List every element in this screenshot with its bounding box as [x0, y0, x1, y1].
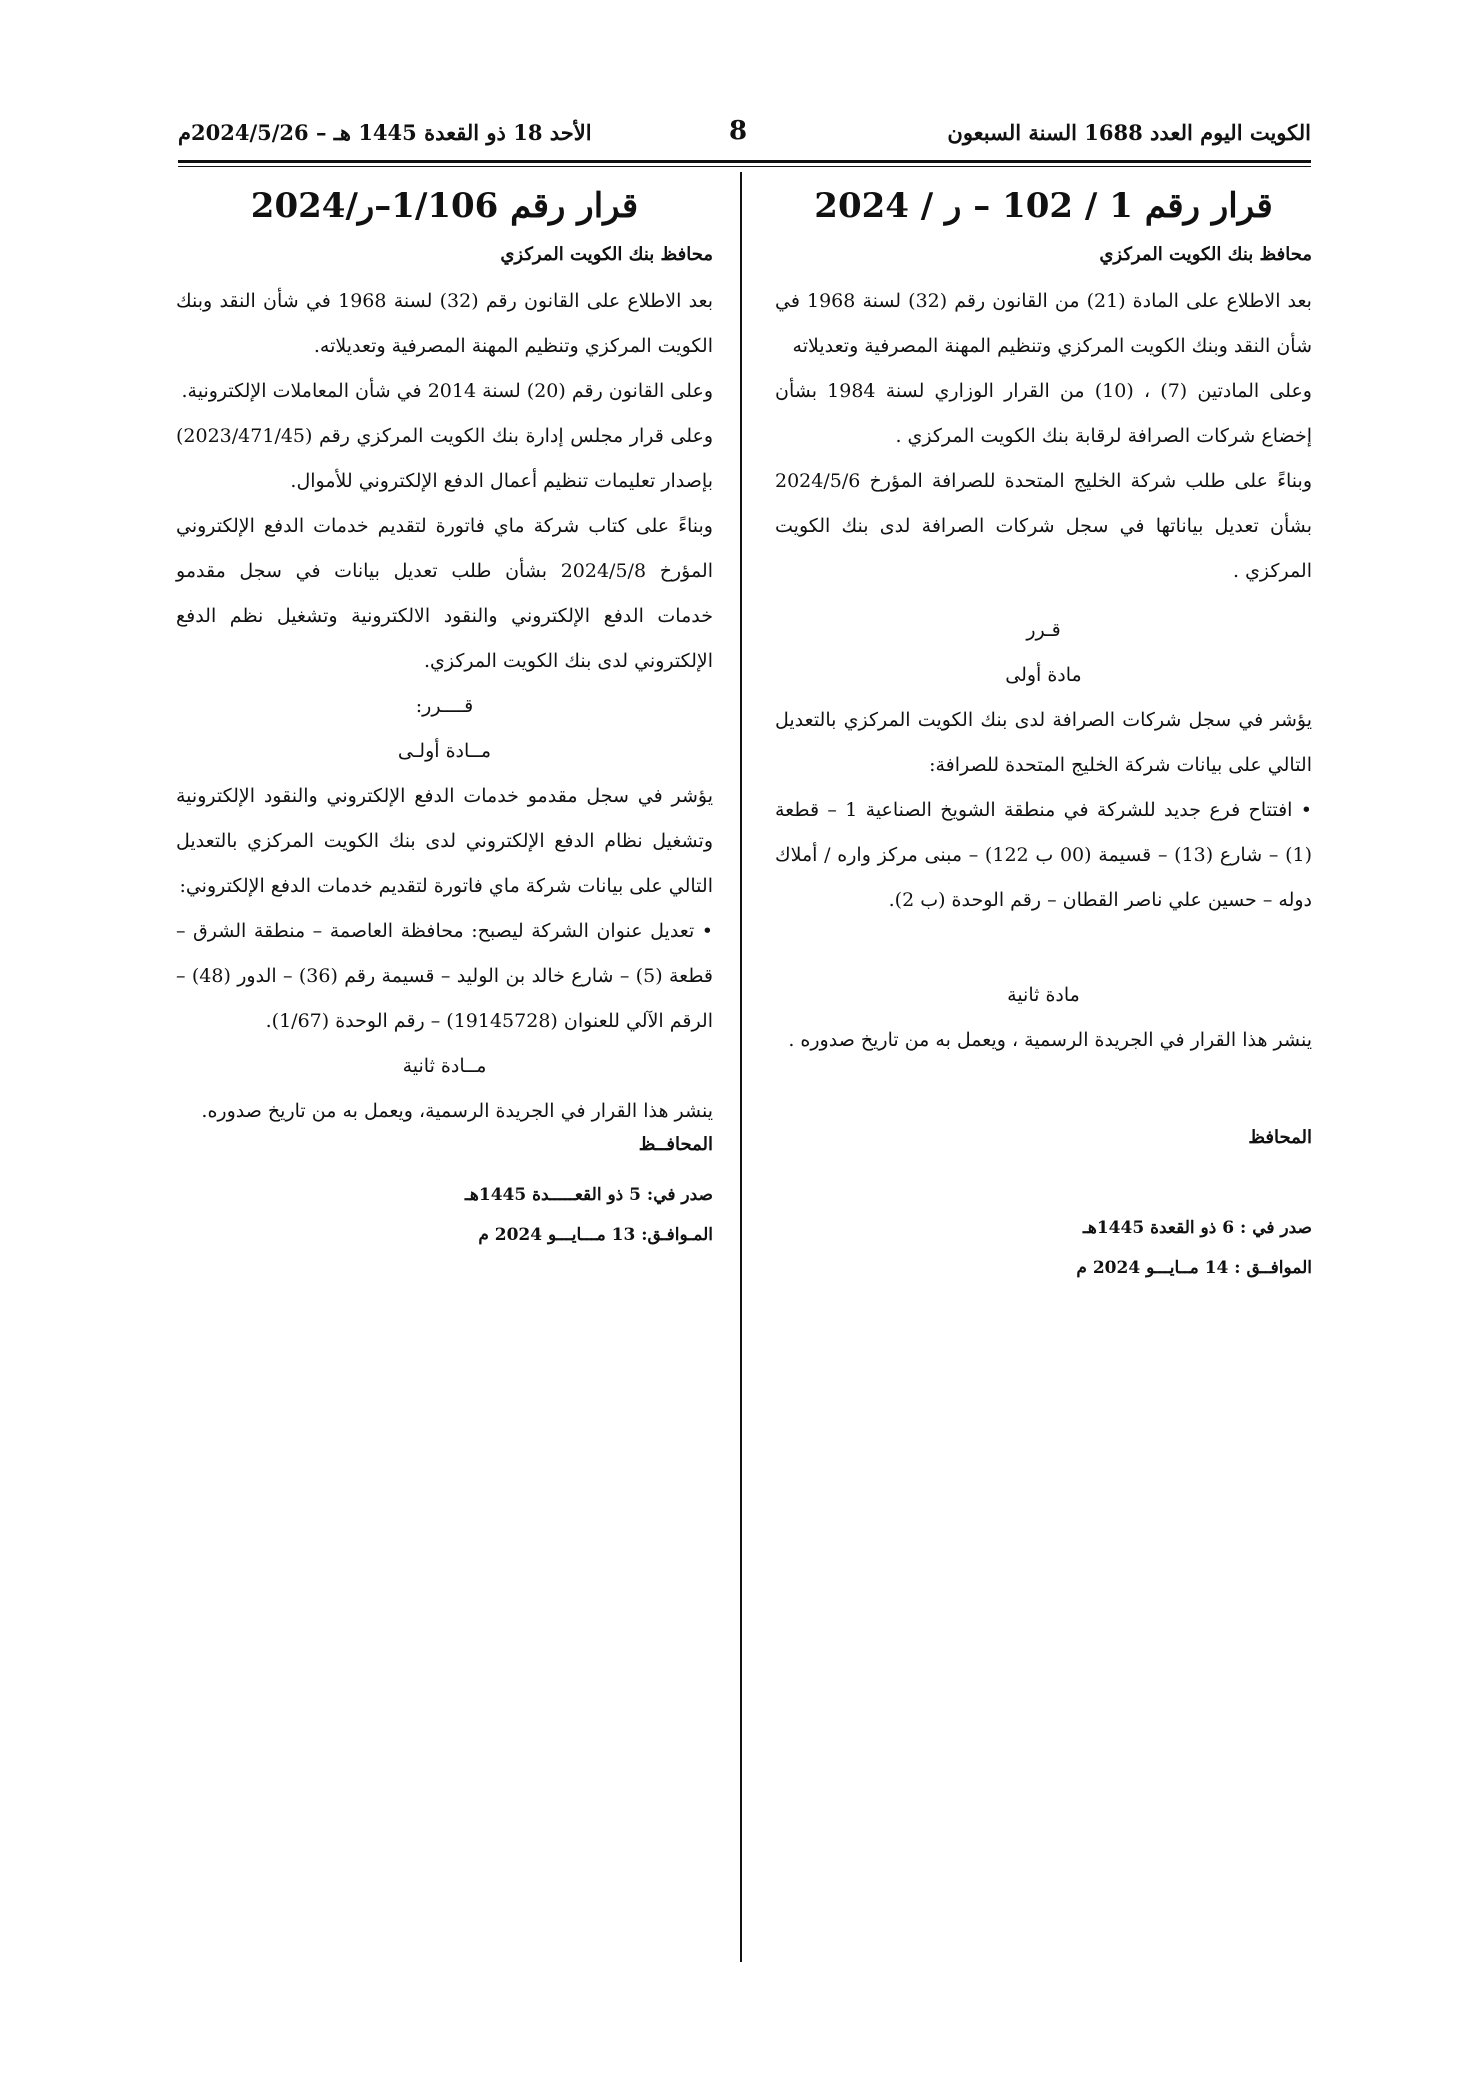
preamble-paragraph: وبناءً على كتاب شركة ماي فاتورة لتقديم خدمات الدفع الإلكتروني المؤرخ 2024/5/8 بشأن طلب تعديل بيانات في سجل مقدمو خدمات الدفع الإلكتروني والنقود الالكترونية وتشغيل نظم الدفع الإلكتروني لدى بنك الكويت المركزي. [176, 515, 713, 672]
decided-heading: قــــرر: [415, 695, 474, 717]
decided-heading: قـرر [1026, 619, 1061, 641]
page-number: 8 [728, 116, 748, 146]
article-two-heading: مــادة ثانية [402, 1055, 487, 1077]
header-rule-thick [178, 160, 1311, 163]
corresponding-date: الموافــق : 14 مــايـــو 2024 م [1076, 1258, 1312, 1278]
decree-right-column [775, 178, 1312, 1288]
issued-date: صدر في : 6 ذو القعدة 1445هـ [1082, 1218, 1312, 1238]
decree-issuer: محافظ بنك الكويت المركزي [1099, 244, 1312, 265]
signature-governor: المحافــظ [638, 1134, 713, 1155]
corresponding-date: المـوافـق: 13 مـــايـــو 2024 م [478, 1225, 713, 1245]
column-divider [740, 172, 742, 1962]
preamble-paragraph: وعلى القانون رقم (20) لسنة 2014 في شأن المعاملات الإلكترونية. [181, 380, 713, 402]
preamble-paragraph: بعد الاطلاع على القانون رقم (32) لسنة 1968 في شأن النقد وبنك الكويت المركزي وتنظيم المهنة المصرفية وتعديلاته. [176, 290, 714, 357]
preamble-paragraph: بعد الاطلاع على المادة (21) من القانون رقم (32) لسنة 1968 في شأن النقد وبنك الكويت المركزي وتنظيم المهنة المصرفية وتعديلاته [775, 290, 1312, 357]
preamble-paragraph: وبناءً على طلب شركة الخليج المتحدة للصرافة المؤرخ 2024/5/6 بشأن تعديل بياناتها في سجل شركات الصرافة لدى بنك الكويت المركزي . [775, 470, 1312, 582]
article-one-bullet: • تعديل عنوان الشركة ليصبح: محافظة العاصمة – منطقة الشرق – قطعة (5) – شارع خالد بن الوليد – قسيمة رقم (36) – الدور (48) – الرقم الآلي للعنوان (19145728) – رقم الوحدة (1/67). [176, 920, 714, 1032]
article-one-text: يؤشر في سجل مقدمو خدمات الدفع الإلكتروني والنقود الإلكترونية وتشغيل نظام الدفع الإلكتروني لدى بنك الكويت المركزي بالتعديل التالي على بيانات شركة ماي فاتورة لتقديم خدمات الدفع الإلكتروني: [176, 785, 713, 897]
gazette-date: الأحد 18 ذو القعدة 1445 هـ – 2024/5/26م [178, 120, 592, 145]
article-one-bullet: • افتتاح فرع جديد للشركة في منطقة الشويخ الصناعية 1 – قطعة (1) – شارع (13) – قسيمة (00 ب 122) – مبنى مركز واره / أملاك دوله – حسين علي ناصر القطان – رقم الوحدة (ب 2). [775, 799, 1313, 911]
decree-left-column [176, 178, 713, 1255]
article-one-text: يؤشر في سجل شركات الصرافة لدى بنك الكويت المركزي بالتعديل التالي على بيانات شركة الخليج المتحدة للصرافة: [775, 709, 1312, 776]
decree-title: قرار رقم 1 / 102 – ر / 2024 [814, 186, 1273, 226]
decree-title: قرار رقم 1/106–ر/2024 [250, 186, 639, 226]
decree-issuer: محافظ بنك الكويت المركزي [500, 244, 713, 265]
article-two-text: ينشر هذا القرار في الجريدة الرسمية، ويعمل به من تاريخ صدوره. [201, 1100, 713, 1122]
header-rule-thin [178, 166, 1311, 167]
signature-governor: المحافظ [1248, 1127, 1312, 1148]
preamble-paragraph: وعلى المادتين (7) ، (10) من القرار الوزاري لسنة 1984 بشأن إخضاع شركات الصرافة لرقابة بنك الكويت المركزي . [775, 380, 1312, 447]
article-one-heading: مادة أولى [1005, 664, 1082, 686]
article-one-heading: مــادة أولـى [397, 740, 492, 762]
preamble-paragraph: وعلى قرار مجلس إدارة بنك الكويت المركزي رقم (2023/471/45) بإصدار تعليمات تنظيم أعمال الدفع الإلكتروني للأموال. [176, 425, 713, 492]
issued-date: صدر في: 5 ذو القعـــــدة 1445هـ [464, 1185, 713, 1205]
gazette-issue-info: الكويت اليوم العدد 1688 السنة السبعون [947, 120, 1311, 145]
article-two-heading: مادة ثانية [1007, 984, 1080, 1006]
article-two-text: ينشر هذا القرار في الجريدة الرسمية ، ويعمل به من تاريخ صدوره . [788, 1029, 1312, 1051]
